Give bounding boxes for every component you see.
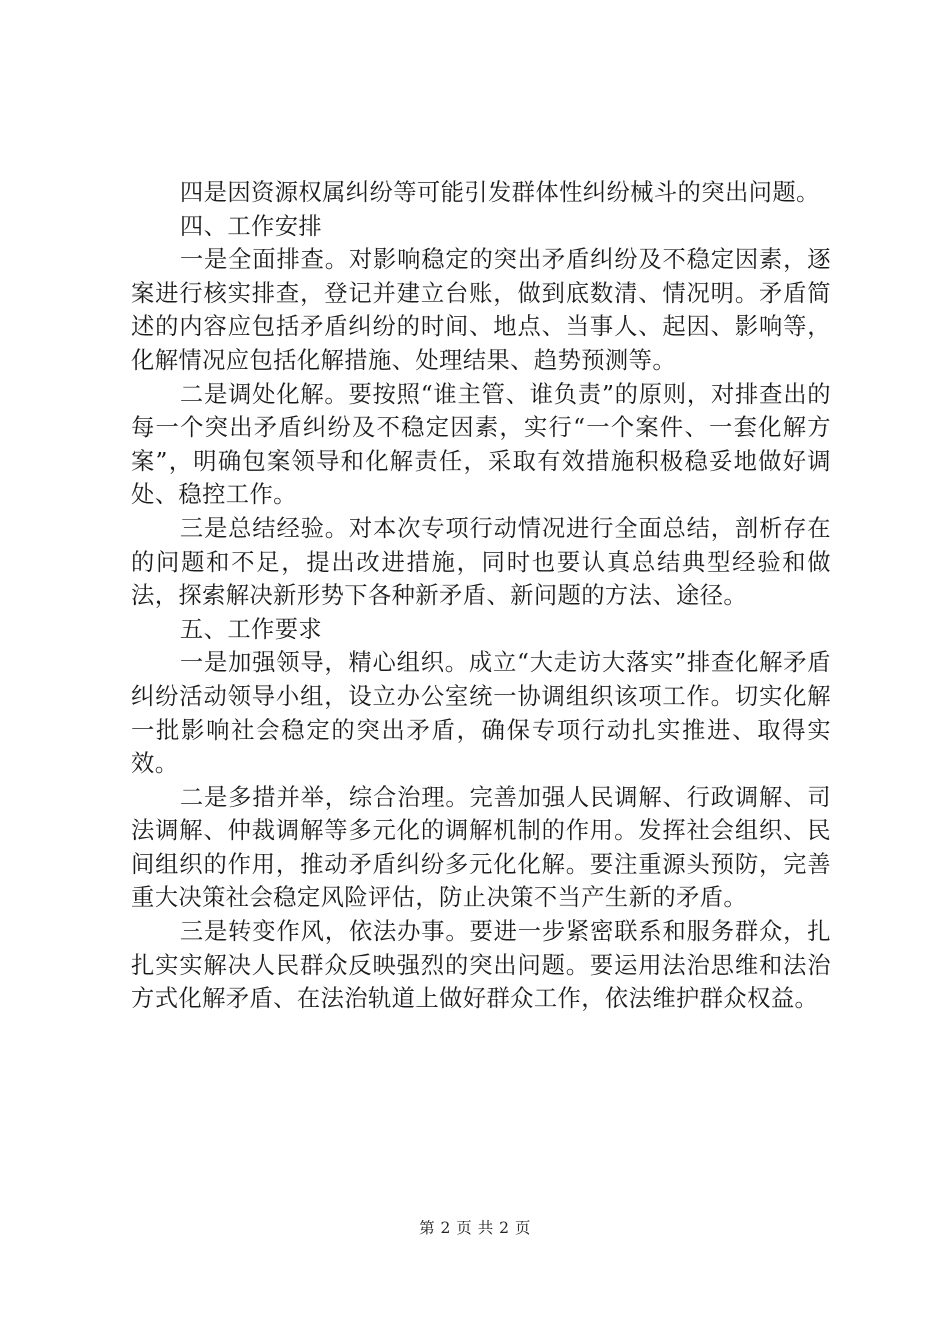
paragraph: 一是全面排查。对影响稳定的突出矛盾纠纷及不稳定因素，逐案进行核实排查，登记并建立台账，做到底数清、情况明。矛盾简述的内容应包括矛盾纠纷的时间、地点、当事人、起因、影响等，化解情况应包括化解措施、处理结果、趋势预测等。 — [131, 246, 831, 374]
section-heading: 五、工作要求 — [179, 615, 323, 643]
paragraph: 一是加强领导，精心组织。成立“大走访大落实”排查化解矛盾纠纷活动领导小组，设立办公室统一协调组织该项工作。切实化解一批影响社会稳定的突出矛盾，确保专项行动扎实推进、取得实效。 — [131, 649, 831, 778]
page-number-footer: 第 2 页 共 2 页 — [419, 1219, 531, 1237]
section-heading: 四、工作安排 — [179, 212, 323, 240]
paragraph: 二是调处化解。要按照“谁主管、谁负责”的原则，对排查出的每一个突出矛盾纠纷及不稳定因素，实行“一个案件、一套化解方案”，明确包案领导和化解责任，采取有效措施积极稳妥地做好调处、稳控工作。 — [131, 380, 831, 509]
paragraph: 四是因资源权属纠纷等可能引发群体性纠纷械斗的突出问题。 — [179, 179, 820, 206]
paragraph: 二是多措并举，综合治理。完善加强人民调解、行政调解、司法调解、仲裁调解等多元化的调解机制的作用。发挥社会组织、民间组织的作用，推动矛盾纠纷多元化化解。要注重源头预防，完善重大决策社会稳定风险评估，防止决策不当产生新的矛盾。 — [131, 783, 831, 912]
paragraph: 三是转变作风，依法办事。要进一步紧密联系和服务群众，扎扎实实解决人民群众反映强烈的突出问题。要运用法治思维和法治方式化解矛盾、在法治轨道上做好群众工作，依法维护群众权益。 — [131, 918, 831, 1013]
document-body — [131, 176, 831, 1016]
paragraph: 三是总结经验。对本次专项行动情况进行全面总结，剖析存在的问题和不足，提出改进措施，同时也要认真总结典型经验和做法，探索解决新形势下各种新矛盾、新问题的方法、途径。 — [131, 514, 831, 610]
